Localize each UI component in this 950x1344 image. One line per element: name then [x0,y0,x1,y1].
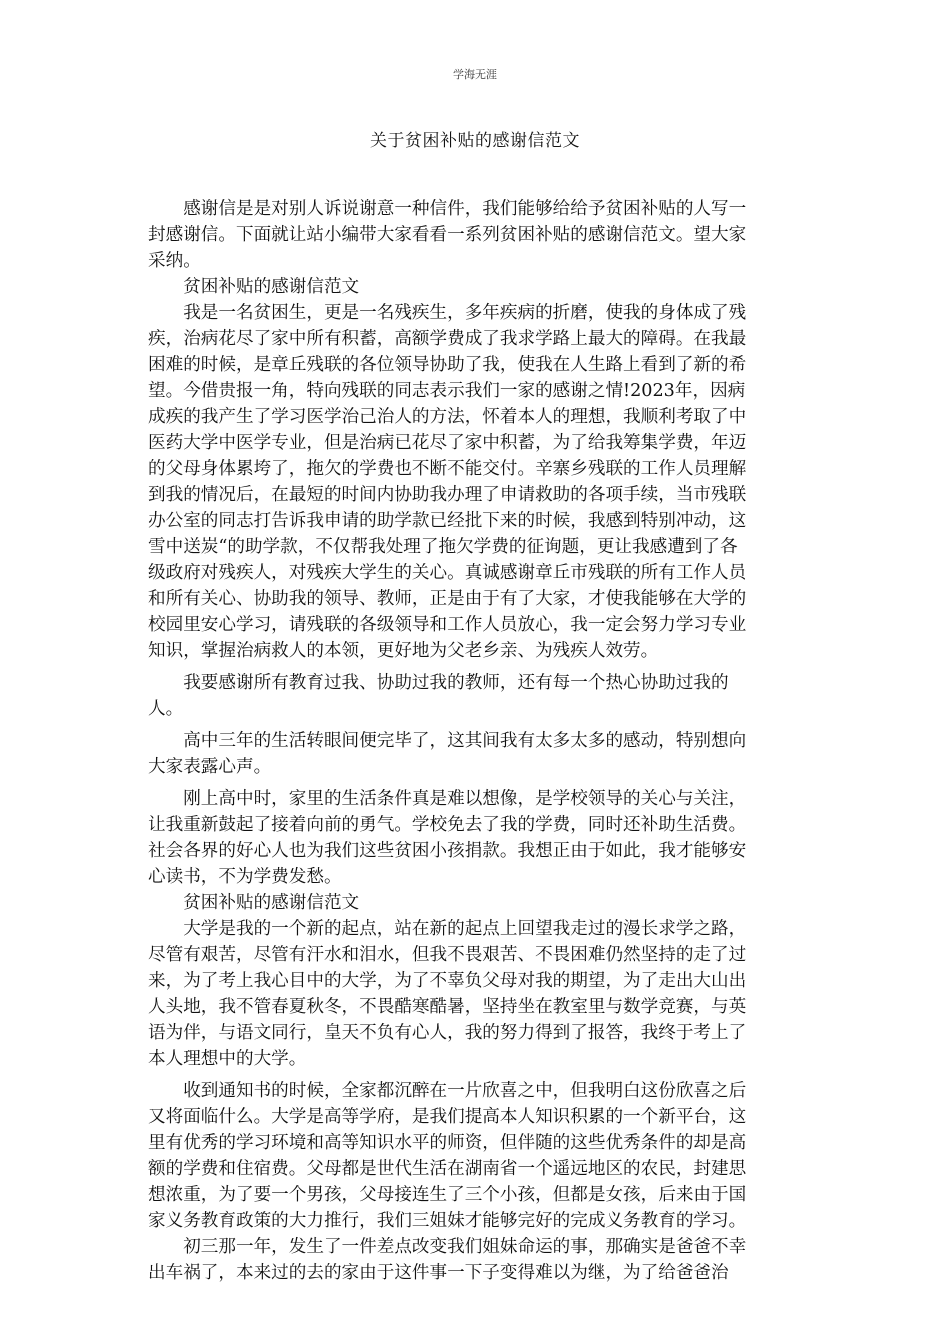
paragraph: 我要感谢所有教育过我、协助过我的教师，还有每一个热心协助过我的 人。 [148,673,729,719]
paragraph: 高中三年的生活转眼间便完毕了，这其间我有太多太多的感动，特别想向 大家表露心声。 [148,731,747,777]
document-title: 关于贫困补贴的感谢信范文 [370,131,580,151]
paragraph-intro: 感谢信是是对别人诉说谢意一种信件，我们能够给给予贫困补贴的人写一 封感谢信。下面就让站小编带大家看看一系列贫困补贴的感谢信范文。望大家 采纳。 [148,199,747,271]
paragraph: 大学是我的一个新的起点，站在新的起点上回望我走过的漫长求学之路， 尽管有艰苦，尽管有汗水和泪水，但我不畏艰苦、不畏困难仍然坚持的走了过 来，为了考上我心目中的大学，为了不辜负父母对我的期望，为了走出大山出 人头地，我不管春夏秋冬，不畏酷寒酷暑，坚持坐在教室里与数学竞赛，与英 语为伴，与语文同行，皇天不负有心人，我的努力得到了报答，我终于考上了 本人理想中的大学。 [148,919,747,1069]
section-heading: 贫困补贴的感谢信范文 [183,893,360,913]
paragraph: 我是一名贫困生，更是一名残疾生，多年疾病的折磨，使我的身体成了残 疾，治病花尽了家中所有积蓄，高额学费成了我求学路上最大的障碍。在我最 困难的时候，是章丘残联的各位领导协助了我，使我在人生路上看到了新的希 望。今借贵报一角，特向残联的同志表示我们一家的感谢之情!2023年，因病 成疾的我产生了学习医学治己治人的方法，怀着本人的理想，我顺利考取了中 医药大学中医学专业，但是治病已花尽了家中积蓄，为了给我筹集学费，年迈 的父母身体累垮了，拖欠的学费也不断不能交付。辛寨乡残联的工作人员理解 到我的情况后，在最短的时间内协助我办理了申请救助的各项手续，当市残联 办公室的同志打告诉我申请的助学款已经批下来的时候，我感到特别冲动，这 雪中送炭“的助学款，不仅帮我处理了拖欠学费的征询题，更让我感遭到了各 级政府对残疾人，对残疾大学生的关心。真诚感谢章丘市残联的所有工作人员 和所有关心、协助我的领导、教师，正是由于有了大家，才使我能够在大学的 校园里安心学习，请残联的各级领导和工作人员放心，我一定会努力学习专业 知识，掌握治病救人的本领，更好地为父老乡亲、为残疾人效劳。 [148,303,747,661]
paragraph: 初三那一年，发生了一件差点改变我们姐妹命运的事，那确实是爸爸不幸 出车祸了，本来过的去的家由于这件事一下子变得难以为继，为了给爸爸治 [148,1237,747,1283]
section-heading: 贫困补贴的感谢信范文 [183,277,360,297]
paragraph: 收到通知书的时候，全家都沉醉在一片欣喜之中，但我明白这份欣喜之后 又将面临什么。大学是高等学府，是我们提高本人知识积累的一个新平台，这 里有优秀的学习环境和高等知识水平的师资，但伴随的这些优秀条件的却是高 额的学费和住宿费。父母都是世代生活在湖南省一个遥远地区的农民，封建思 想浓重，为了要一个男孩，父母接连生了三个小孩，但都是女孩，后来由于国 家义务教育政策的大力推行，我们三姐妹才能够完好的完成义务教育的学习。 [148,1081,747,1231]
paragraph: 刚上高中时，家里的生活条件真是难以想像，是学校领导的关心与关注， 让我重新鼓起了接着向前的勇气。学校免去了我的学费，同时还补助生活费。 社会各界的好心人也为我们这些贫困小孩捐款。我想正由于如此，我才能够安 心读书，不为学费发愁。 [148,789,747,887]
document-body [148,196,802,1286]
page-header: 学海无涯 [453,68,497,81]
